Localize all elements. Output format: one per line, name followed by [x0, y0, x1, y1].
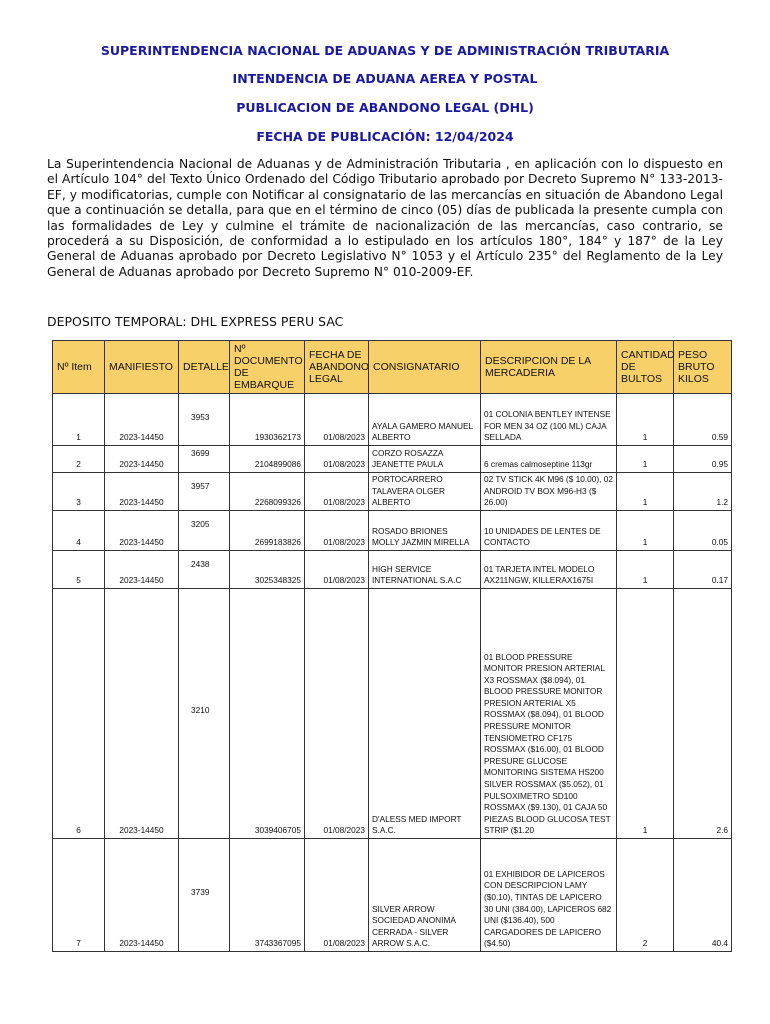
table-header-row: [53, 341, 732, 394]
col-header-detalle: DETALLE: [179, 341, 230, 394]
cell-peso: 40.4: [674, 839, 732, 952]
col-header-item: Nº Item: [53, 341, 105, 394]
cell-bultos: 1: [617, 473, 674, 511]
cell-documento: 3039406705: [230, 589, 305, 839]
cell-descripcion: 10 UNIDADES DE LENTES DE CONTACTO: [481, 511, 617, 551]
cell-fecha: 01/08/2023: [305, 589, 369, 839]
header-publicacion: PUBLICACION DE ABANDONO LEGAL (DHL): [236, 100, 534, 115]
col-header-fecha: FECHA DE ABANDONO LEGAL: [305, 341, 369, 394]
table-row: [53, 394, 732, 446]
cell-detalle: 3953: [179, 394, 230, 446]
col-header-peso: PESO BRUTO KILOS: [674, 341, 732, 394]
cell-bultos: 1: [617, 446, 674, 473]
cell-manifiesto: 2023-14450: [105, 511, 179, 551]
cell-consignatario: PORTOCARRERO TALAVERA OLGER ALBERTO: [369, 473, 481, 511]
cell-item: 3: [53, 473, 105, 511]
header-intendencia: INTENDENCIA DE ADUANA AEREA Y POSTAL: [232, 71, 538, 86]
deposito-temporal: DEPOSITO TEMPORAL: DHL EXPRESS PERU SAC: [47, 314, 344, 329]
cell-consignatario: CORZO ROSAZZA JEANETTE PAULA: [369, 446, 481, 473]
cell-consignatario: HIGH SERVICE INTERNATIONAL S.A.C: [369, 551, 481, 589]
cell-bultos: 2: [617, 839, 674, 952]
cell-fecha: 01/08/2023: [305, 551, 369, 589]
intro-paragraph: La Superintendencia Nacional de Aduanas y de Administración Tributaria , en aplicación con lo dispuesto en el Artículo 104° del Texto Único Ordenado del Código Tributario aprobado por Decreto Supremo N° 133-2013-EF, y modificatorias, cumple con Notificar al consignatario de las mercancías en situación de Abandono Legal que a continuación se detalla, para que en el término de cinco (05) días de publicada la presente cumpla con las formalidades de Ley y culmine el trámite de nacionalización de las mercancías, caso contrario, se procederá a su Disposición, de conformidad a lo estipulado en los artículos 180°, 184° y 187° de la Ley General de Aduanas aprobado por Decreto Legislativo N° 1053 y el Artículo 235° del Reglamento de la Ley General de Aduanas aprobado por Decreto Supremo N° 010-2009-EF.: [47, 157, 723, 279]
cell-item: 6: [53, 589, 105, 839]
cell-peso: 0.05: [674, 511, 732, 551]
cell-peso: 0.17: [674, 551, 732, 589]
cell-detalle: 3739: [179, 839, 230, 952]
cell-detalle: 3210: [179, 589, 230, 839]
cell-descripcion: 6 cremas calmoseptine 113gr: [481, 446, 617, 473]
cell-item: 7: [53, 839, 105, 952]
cell-peso: 1.2: [674, 473, 732, 511]
cell-bultos: 1: [617, 551, 674, 589]
col-header-consignatario: CONSIGNATARIO: [369, 341, 481, 394]
cell-consignatario: SILVER ARROW SOCIEDAD ANONIMA CERRADA - SILVER ARROW S.A.C.: [369, 839, 481, 952]
col-header-documento: Nº DOCUMENTO DE EMBARQUE: [230, 341, 305, 394]
cell-descripcion: 01 BLOOD PRESSURE MONITOR PRESION ARTERIAL X3 ROSSMAX ($8.094), 01 BLOOD PRESSURE MONITOR PRESION ARTERIAL X5 ROSSMAX ($8.094), 01 BLOOD PRESSURE MONITOR TENSIOMETRO CF175 ROSSMAX ($16.00), 01 BLOOD PRESURE GLUCOSE MONITORING SISTEMA HS200 SILVER ROSSMAX ($5.052), 01 PULSOXIMETRO SD100 ROSSMAX ($9.130), 01 CAJA 50 PIEZAS BLOOD GLUCOSA TEST STRIP ($1.20: [481, 589, 617, 839]
cell-peso: 2.6: [674, 589, 732, 839]
cell-documento: 2268099326: [230, 473, 305, 511]
cell-descripcion: 02 TV STICK 4K M96 ($ 10.00), 02 ANDROID TV BOX M96-H3 ($ 26.00): [481, 473, 617, 511]
col-header-manifiesto: MANIFIESTO: [105, 341, 179, 394]
header-title: SUPERINTENDENCIA NACIONAL DE ADUANAS Y DE ADMINISTRACIÓN TRIBUTARIA: [100, 43, 670, 58]
cell-documento: 1930362173: [230, 394, 305, 446]
cell-manifiesto: 2023-14450: [105, 589, 179, 839]
cell-manifiesto: 2023-14450: [105, 394, 179, 446]
cell-documento: 2104899086: [230, 446, 305, 473]
cell-detalle: 3205: [179, 511, 230, 551]
cell-peso: 0.95: [674, 446, 732, 473]
cell-bultos: 1: [617, 394, 674, 446]
abandono-table: [52, 340, 732, 952]
cell-documento: 3025348325: [230, 551, 305, 589]
cell-item: 5: [53, 551, 105, 589]
cell-bultos: 1: [617, 511, 674, 551]
table-row: [53, 839, 732, 952]
cell-descripcion: 01 COLONIA BENTLEY INTENSE FOR MEN 34 OZ (100 ML) CAJA SELLADA: [481, 394, 617, 446]
table-row: [53, 551, 732, 589]
cell-item: 1: [53, 394, 105, 446]
cell-detalle: 2438: [179, 551, 230, 589]
table-row: [53, 446, 732, 473]
cell-detalle: 3699: [179, 446, 230, 473]
cell-peso: 0.59: [674, 394, 732, 446]
cell-manifiesto: 2023-14450: [105, 446, 179, 473]
cell-manifiesto: 2023-14450: [105, 473, 179, 511]
table-row: [53, 511, 732, 551]
cell-detalle: 3957: [179, 473, 230, 511]
cell-documento: 3743367095: [230, 839, 305, 952]
cell-fecha: 01/08/2023: [305, 446, 369, 473]
col-header-descripcion: DESCRIPCION DE LA MERCADERIA: [481, 341, 617, 394]
table-row: [53, 473, 732, 511]
cell-item: 2: [53, 446, 105, 473]
cell-fecha: 01/08/2023: [305, 511, 369, 551]
cell-item: 4: [53, 511, 105, 551]
cell-fecha: 01/08/2023: [305, 473, 369, 511]
cell-fecha: 01/08/2023: [305, 394, 369, 446]
header-fecha: FECHA DE PUBLICACIÓN: 12/04/2024: [256, 129, 514, 144]
cell-bultos: 1: [617, 589, 674, 839]
cell-descripcion: 01 EXHIBIDOR DE LAPICEROS CON DESCRIPCION LAMY ($0.10), TINTAS DE LAPICERO 30 UNI (384.00), LAPICEROS 682 UNI ($136.40), 500 CARGADORES DE LAPICERO ($4.50): [481, 839, 617, 952]
cell-consignatario: AYALA GAMERO MANUEL ALBERTO: [369, 394, 481, 446]
cell-fecha: 01/08/2023: [305, 839, 369, 952]
cell-manifiesto: 2023-14450: [105, 551, 179, 589]
cell-documento: 2699183826: [230, 511, 305, 551]
cell-descripcion: 01 TARJETA INTEL MODELO AX211NGW, KILLERAX1675I: [481, 551, 617, 589]
table-row: [53, 589, 732, 839]
cell-manifiesto: 2023-14450: [105, 839, 179, 952]
cell-consignatario: D'ALESS MED IMPORT S.A.C.: [369, 589, 481, 839]
cell-consignatario: ROSADO BRIONES MOLLY JAZMIN MIRELLA: [369, 511, 481, 551]
col-header-bultos: CANTIDAD DE BULTOS: [617, 341, 674, 394]
